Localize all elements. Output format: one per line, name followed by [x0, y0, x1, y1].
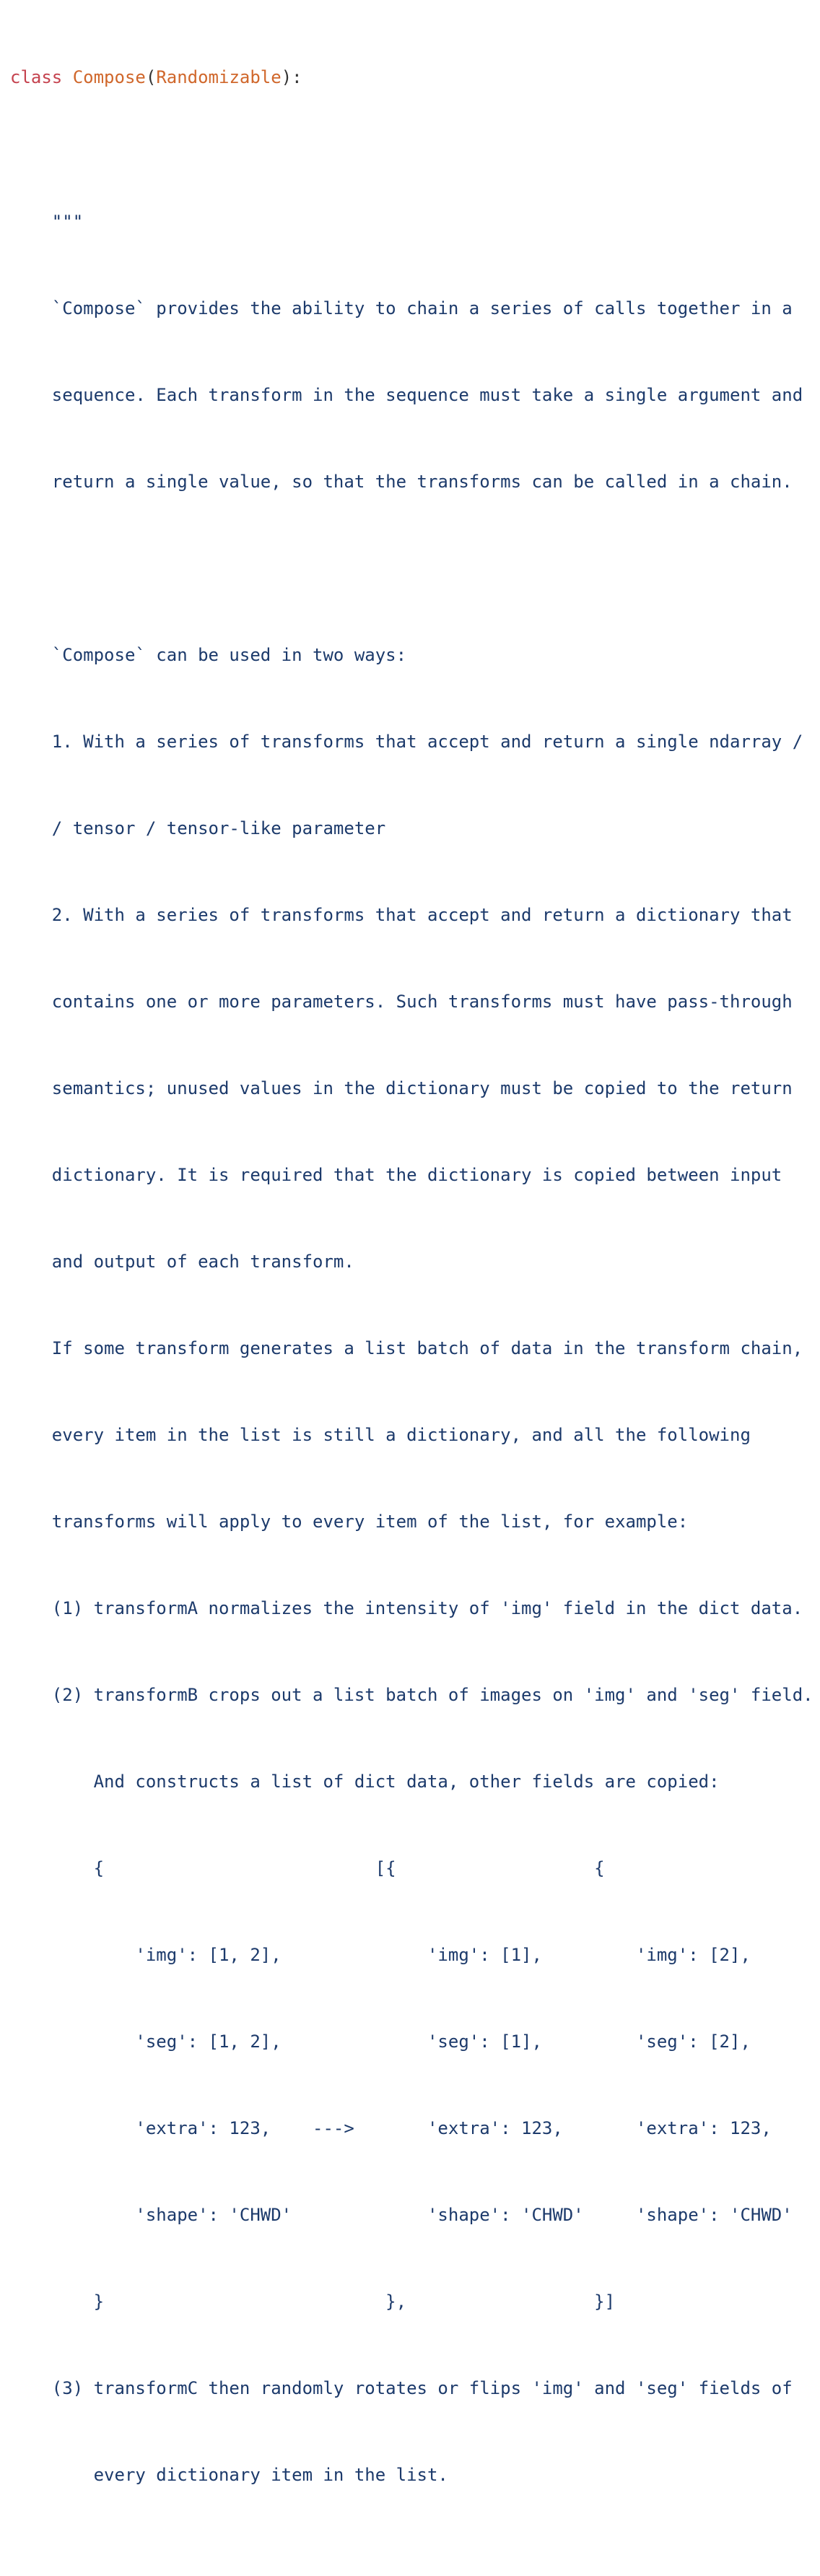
base-class-name: Randomizable	[156, 67, 282, 87]
docstring-block	[10, 149, 820, 2547]
docstring-line: And constructs a list of dict data, other fields are copied:	[10, 1771, 720, 1792]
class-declaration-line	[10, 63, 820, 92]
docstring-blank-line	[10, 554, 820, 583]
docstring-open-quotes: """	[10, 212, 84, 232]
docstring-line: (3) transformC then randomly rotates or flips 'img' and 'seg' fields of	[10, 2378, 793, 2398]
docstring-line: (1) transformA normalizes the intensity of 'img' field in the dict data.	[10, 1598, 803, 1618]
docstring-line: `Compose` provides the ability to chain a series of calls together in a	[10, 298, 793, 318]
docstring-line: semantics; unused values in the dictionary must be copied to the return	[10, 1078, 793, 1098]
close-paren-colon: ):	[281, 67, 302, 87]
docstring-line: every item in the list is still a dictionary, and all the following	[10, 1425, 751, 1445]
example-diagram-line: { [{ {	[10, 1858, 605, 1878]
example-diagram-line: 'seg': [1, 2], 'seg': [1], 'seg': [2],	[10, 2031, 751, 2052]
class-keyword: class	[10, 67, 63, 87]
docstring-line: return a single value, so that the transforms can be called in a chain.	[10, 472, 793, 492]
docstring-line: (2) transformB crops out a list batch of images on 'img' and 'seg' field.	[10, 1685, 814, 1705]
example-diagram-line: 'extra': 123, ---> 'extra': 123, 'extra': 123,	[10, 2118, 772, 2138]
example-diagram-line: } }, }]	[10, 2291, 616, 2312]
example-diagram-line: 'shape': 'CHWD' 'shape': 'CHWD' 'shape': 'CHWD'	[10, 2205, 793, 2225]
example-diagram-line: 'img': [1, 2], 'img': [1], 'img': [2],	[10, 1945, 751, 1965]
docstring-line: If some transform generates a list batch of data in the transform chain,	[10, 1338, 803, 1358]
class-name: Compose	[72, 67, 146, 87]
docstring-line: / tensor / tensor-like parameter	[10, 818, 386, 838]
docstring-line: sequence. Each transform in the sequence must take a single argument and	[10, 385, 803, 405]
open-paren: (	[145, 67, 157, 87]
docstring-line: transforms will apply to every item of the list, for example:	[10, 1512, 689, 1532]
docstring-line: dictionary. It is required that the dictionary is copied between input	[10, 1165, 782, 1185]
docstring-line: and output of each transform.	[10, 1252, 354, 1272]
docstring-line: 2. With a series of transforms that accept and return a dictionary that	[10, 905, 793, 925]
docstring-line: 1. With a series of transforms that accept and return a single ndarray /	[10, 732, 803, 752]
docstring-line: `Compose` can be used in two ways:	[10, 645, 407, 665]
space	[62, 67, 72, 87]
docstring-line: contains one or more parameters. Such transforms must have pass-through	[10, 992, 793, 1012]
docstring-line: every dictionary item in the list.	[10, 2465, 448, 2485]
